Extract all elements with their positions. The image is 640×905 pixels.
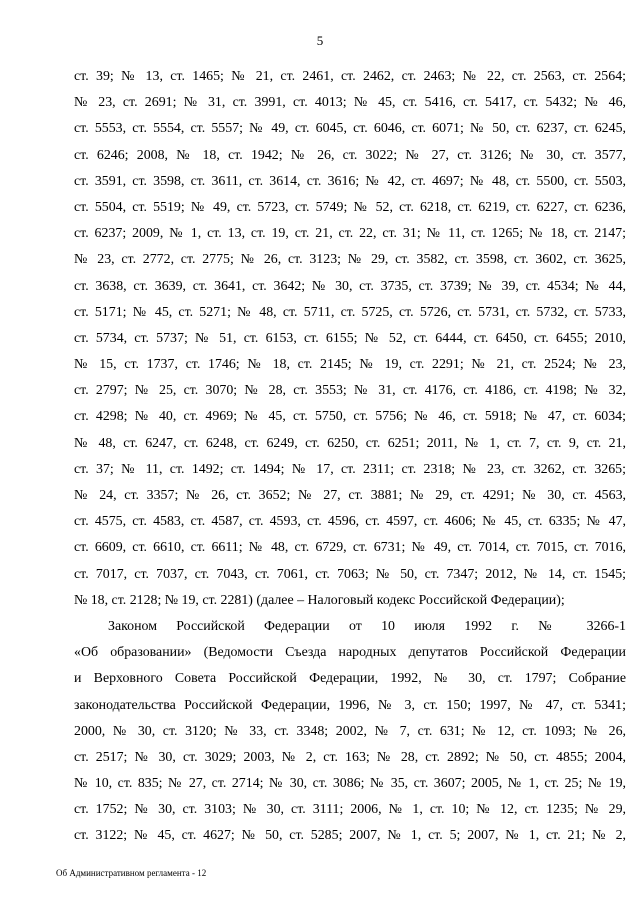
text-line: ст. 5734, ст. 5737; № 51, ст. 6153, ст. 6155; № 52, ст. 6444, ст. 6450, ст. 6455; 2010,: [74, 330, 626, 346]
text-line: ст. 7017, ст. 7037, ст. 7043, ст. 7061, ст. 7063; № 50, ст. 7347; 2012, № 14, ст. 1545;: [74, 566, 626, 582]
footer-note: Об Административном регламента - 12: [56, 868, 207, 878]
text-line: Законом Российской Федерации от 10 июля 1992 г. № 3266-1: [108, 618, 626, 634]
text-line: ст. 3591, ст. 3598, ст. 3611, ст. 3614, ст. 3616; № 42, ст. 4697; № 48, ст. 5500, ст. 5503,: [74, 173, 626, 189]
text-line: ст. 1752; № 30, ст. 3103; № 30, ст. 3111; 2006, № 1, ст. 10; № 12, ст. 1235; № 29,: [74, 802, 626, 818]
page-number: 5: [316, 33, 324, 48]
body-text: [74, 64, 626, 850]
text-line: ст. 5171; № 45, ст. 5271; № 48, ст. 5711, ст. 5725, ст. 5726, ст. 5731, ст. 5732, ст. 5733,: [74, 304, 626, 320]
text-line: ст. 2797; № 25, ст. 3070; № 28, ст. 3553; № 31, ст. 4176, ст. 4186, ст. 4198; № 32,: [74, 383, 626, 399]
text-line: ст. 3638, ст. 3639, ст. 3641, ст. 3642; № 30, ст. 3735, ст. 3739; № 39, ст. 4534; № 44,: [74, 278, 626, 294]
text-line: ст. 2517; № 30, ст. 3029; 2003, № 2, ст. 163; № 28, ст. 2892; № 50, ст. 4855; 2004,: [74, 749, 626, 765]
text-line: законодательства Российской Федерации, 1996, № 3, ст. 150; 1997, № 47, ст. 5341;: [74, 697, 626, 713]
text-line: ст. 4298; № 40, ст. 4969; № 45, ст. 5750, ст. 5756; № 46, ст. 5918; № 47, ст. 6034;: [74, 409, 626, 425]
text-line: ст. 39; № 13, ст. 1465; № 21, ст. 2461, ст. 2462, ст. 2463; № 22, ст. 2563, ст. 2564;: [74, 69, 626, 84]
text-line: ст. 3122; № 45, ст. 4627; № 50, ст. 5285; 2007, № 1, ст. 5; 2007, № 1, ст. 21; № 2,: [74, 828, 626, 844]
text-line: ст. 6246; 2008, № 18, ст. 1942; № 26, ст. 3022; № 27, ст. 3126; № 30, ст. 3577,: [74, 147, 626, 163]
text-line: № 23, ст. 2772, ст. 2775; № 26, ст. 3123; № 29, ст. 3582, ст. 3598, ст. 3602, ст. 3625,: [74, 252, 626, 268]
text-line: «Об образовании» (Ведомости Съезда народных депутатов Российской Федерации: [74, 645, 626, 661]
text-line: № 48, ст. 6247, ст. 6248, ст. 6249, ст. 6250, ст. 6251; 2011, № 1, ст. 7, ст. 9, ст. 21,: [74, 435, 626, 451]
text-line: № 18, ст. 2128; № 19, ст. 2281) (далее – Налоговый кодекс Российской Федерации);: [74, 592, 565, 608]
text-line: ст. 4575, ст. 4583, ст. 4587, ст. 4593, ст. 4596, ст. 4597, ст. 4606; № 45, ст. 6335; № 47,: [74, 514, 626, 530]
text-line: ст. 5504, ст. 5519; № 49, ст. 5723, ст. 5749; № 52, ст. 6218, ст. 6219, ст. 6227, ст. 6236,: [74, 199, 626, 215]
text-line: № 23, ст. 2691; № 31, ст. 3991, ст. 4013; № 45, ст. 5416, ст. 5417, ст. 5432; № 46,: [74, 95, 626, 111]
text-line: и Верховного Совета Российской Федерации, 1992, № 30, ст. 1797; Собрание: [74, 671, 626, 687]
text-line: № 15, ст. 1737, ст. 1746; № 18, ст. 2145; № 19, ст. 2291; № 21, ст. 2524; № 23,: [74, 357, 626, 373]
text-line: № 24, ст. 3357; № 26, ст. 3652; № 27, ст. 3881; № 29, ст. 4291; № 30, ст. 4563,: [74, 488, 626, 503]
text-line: ст. 37; № 11, ст. 1492; ст. 1494; № 17, ст. 2311; ст. 2318; № 23, ст. 3262, ст. 3265;: [74, 461, 626, 477]
text-line: ст. 6609, ст. 6610, ст. 6611; № 48, ст. 6729, ст. 6731; № 49, ст. 7014, ст. 7015, ст. 7016,: [74, 540, 626, 556]
text-line: № 10, ст. 835; № 27, ст. 2714; № 30, ст. 3086; № 35, ст. 3607; 2005, № 1, ст. 25; № 19,: [74, 776, 626, 792]
text-line: ст. 5553, ст. 5554, ст. 5557; № 49, ст. 6045, ст. 6046, ст. 6071; № 50, ст. 6237, ст. 6245,: [74, 121, 626, 137]
text-line: ст. 6237; 2009, № 1, ст. 13, ст. 19, ст. 21, ст. 22, ст. 31; № 11, ст. 1265; № 18, ст. 2147;: [74, 226, 626, 242]
text-line: 2000, № 30, ст. 3120; № 33, ст. 3348; 2002, № 7, ст. 631; № 12, ст. 1093; № 26,: [74, 723, 626, 739]
